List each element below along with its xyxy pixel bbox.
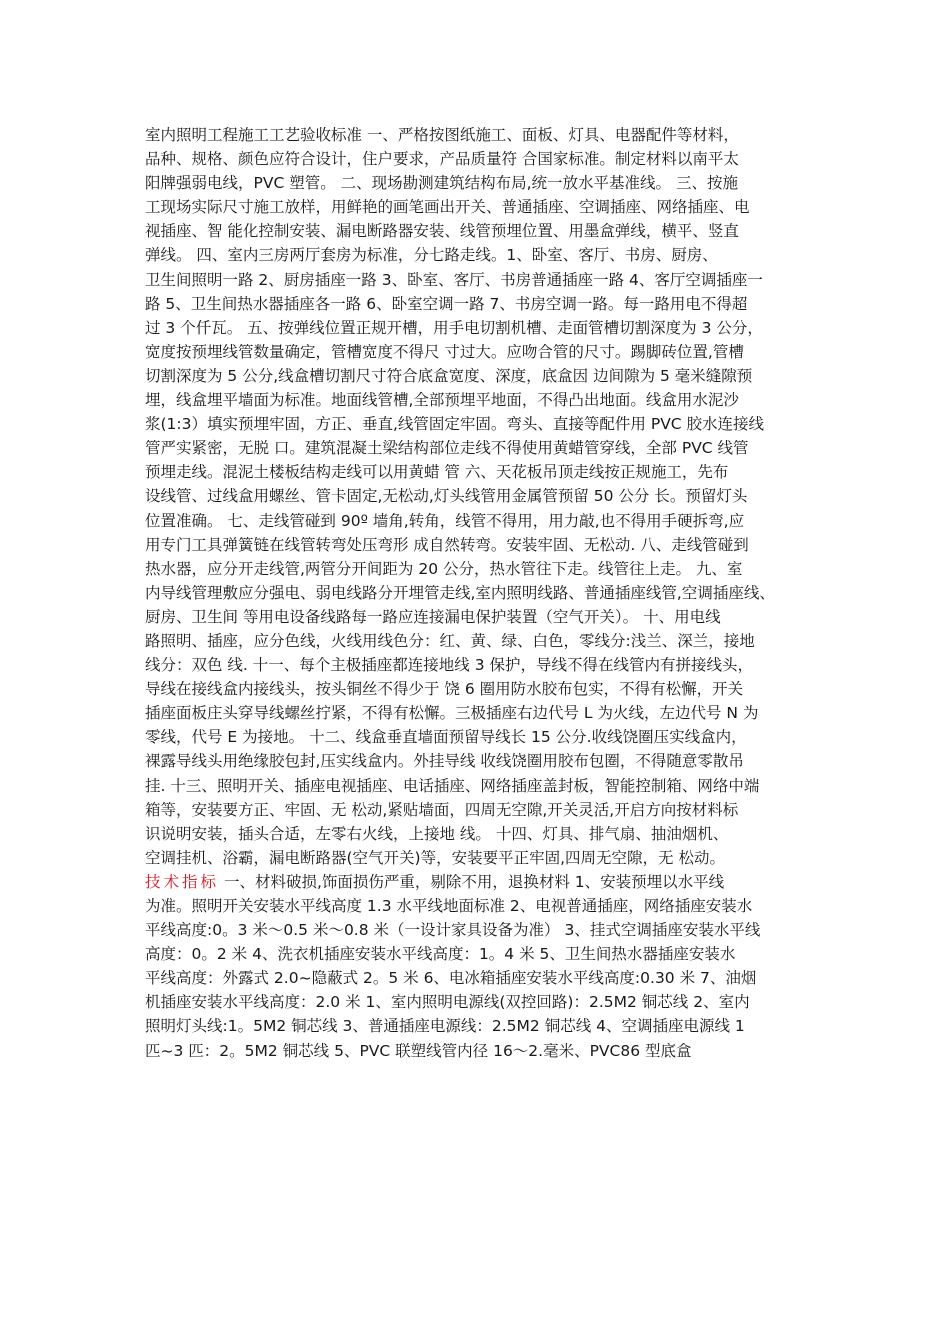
- body-line: 阳牌强弱电线，PVC 塑管。 二、现场勘测建筑结构布局,统一放水平基准线。 三、按施: [145, 174, 738, 193]
- body-line: 零线，代号 E 为接地。 十二、线盒垂直墙面预留导线长 15 公分.收线饶圈压实线盒内，: [145, 728, 747, 747]
- body-line: 热水器，应分开走线管,两管分开间距为 20 公分，热水管往下走。线管往上走。 九、室: [145, 559, 743, 578]
- body-line: 工现场实际尺寸施工放样，用鲜艳的画笔画出开关、普通插座、空调插座、网络插座、电: [145, 198, 750, 217]
- body-line: 位置准确。 七、走线管碰到 90º 墙角,转角，线管不得用，用力敲,也不得用手硬拆弯,应: [145, 511, 745, 530]
- body-line: 管严实紧密，无脱 口。建筑混凝土梁结构部位走线不得使用黄蜡管穿线，全部 PVC 线管: [145, 439, 749, 458]
- body-line: 路照明、插座，应分色线，火线用线色分：红、黄、绿、白色，零线分:浅兰、深兰，接地: [145, 631, 755, 650]
- body-line: 平线高度：外露式 2.0~隐蔽式 2。5 米 6、电冰箱插座安装水平线高度:0.30 米 7、油烟: [145, 969, 757, 988]
- body-line: 卫生间照明一路 2、厨房插座一路 3、卧室、客厅、书房普通插座一路 4、客厅空调插座一: [145, 270, 763, 289]
- body-line: 匹~3 匹：2。5M2 铜芯线 5、PVC 联塑线管内径 16～2.毫米、PVC86 型底盒: [145, 1041, 692, 1060]
- body-line: 室内照明工程施工工艺验收标准 一、严格按图纸施工、面板、灯具、电器配件等材料，: [145, 126, 739, 144]
- body-line: 过 3 个仟瓦。 五、按弹线位置正规开槽，用手电切割机槽、走面管槽切割深度为 3 公分，: [145, 318, 763, 337]
- body-line: 埋，线盒埋平墙面为标准。地面线管槽,全部预埋平地面，不得凸出地面。线盒用水泥沙: [145, 391, 739, 410]
- body-line: 视插座、智 能化控制安装、漏电断路器安装、线管预埋位置、用墨盒弹线，横平、竖直: [145, 222, 739, 241]
- body-line: 预埋走线。混泥土楼板结构走线可以用黄蜡 管 六、天花板吊顶走线按正规施工，先布: [145, 463, 729, 482]
- body-line: 为准。照明开关安装水平线高度 1.3 水平线地面标准 2、电视普通插座，网络插座安装水: [145, 897, 753, 915]
- body-line: 高度：0。2 米 4、洗衣机插座安装水平线高度：1。4 米 5、卫生间热水器插座安装水: [145, 945, 736, 964]
- body-line: 品种、规格、颜色应符合设计，住户要求，产品质量符 合国家标准。制定材料以南平太: [145, 150, 739, 169]
- body-line: 箱等，安装要方正、牢固、无 松动,紧贴墙面，四周无空隙,开关灵活,开启方向按材料标: [145, 800, 739, 819]
- body-line: 平线高度:0。3 米～0.5 米～0.8 米（一设计家具设备为准） 3、挂式空调插座安装水平线: [145, 921, 761, 940]
- body-line: 厨房、卫生间 等用电设备线路每一路应连接漏电保护装置（空气开关）。 十、用电线: [145, 607, 721, 626]
- body-line: 宽度按预埋线管数量确定，管槽宽度不得尺 寸过大。应吻合管的尺寸。踢脚砖位置,管槽: [145, 342, 744, 361]
- body-line: 空调挂机、浴霸，漏电断路器(空气开关)等，安装要平正牢固,四周无空隙，无 松动。: [145, 848, 725, 867]
- body-line: 用专门工具弹簧链在线管转弯处压弯形 成自然转弯。安装牢固、无松动. 八、走线管碰到: [145, 535, 749, 554]
- body-line: 切割深度为 5 公分,线盒槽切割尺寸符合底盒宽度、深度，底盒因 边间隙为 5 毫米缝隙预: [145, 366, 753, 385]
- section-heading-line: [145, 870, 810, 894]
- section-heading: 技术指标: [145, 872, 220, 891]
- document-body: [145, 123, 810, 1063]
- body-line-continuation: 一、材料破损,饰面损伤严重，剔除不用，退换材料 1、安装预埋以水平线: [219, 872, 725, 891]
- body-line: 浆(1:3）填实预埋牢固，方正、垂直,线管固定牢固。弯头、直接等配件用 PVC 胶水连接线: [145, 415, 765, 434]
- body-line: 弹线。 四、室内三房两厅套房为标准，分七路走线。1、卧室、客厅、书房、厨房、: [145, 246, 718, 265]
- body-line: 照明灯头线:1。5M2 铜芯线 3、普通插座电源线：2.5M2 铜芯线 4、空调插座电源线 1: [145, 1017, 745, 1036]
- body-line: 导线在接线盒内接线头，按头铜丝不得少于 饶 6 圈用防水胶布包实，不得有松懈，开关: [145, 680, 744, 699]
- body-line: 裸露导线头用绝缘胶包封,压实线盒内。外挂导线 收线饶圈用胶布包圈，不得随意零散吊: [145, 752, 744, 771]
- body-line: 挂. 十三、照明开关、插座电视插座、电话插座、网络插座盖封板，智能控制箱、网络中端: [145, 776, 760, 795]
- body-line: 线分：双色 线. 十一、每个主极插座都连接地线 3 保护，导线不得在线管内有拼接线头，: [145, 656, 753, 675]
- body-line: 内导线管理敷应分强电、弱电线路分开埋管走线,室内照明线路、普通插座线管,空调插座线、: [145, 583, 775, 602]
- body-line: 设线管、过线盒用螺丝、管卡固定,无松动,灯头线管用金属管预留 50 公分 长。预留灯头: [145, 487, 748, 506]
- body-line: 插座面板庄头穿导线螺丝拧紧，不得有松懈。三极插座右边代号 L 为火线，左边代号 N 为: [145, 704, 759, 723]
- body-line: 识说明安装，插头合适，左零右火线，上接地 线。 十四、灯具、排气扇、抽油烟机、: [145, 824, 729, 843]
- body-line: 路 5、卫生间热水器插座各一路 6、卧室空调一路 7、书房空调一路。每一路用电不得超: [145, 294, 748, 313]
- body-line: 机插座安装水平线高度：2.0 米 1、室内照明电源线(双控回路)：2.5M2 铜芯线 2、室内: [145, 993, 750, 1012]
